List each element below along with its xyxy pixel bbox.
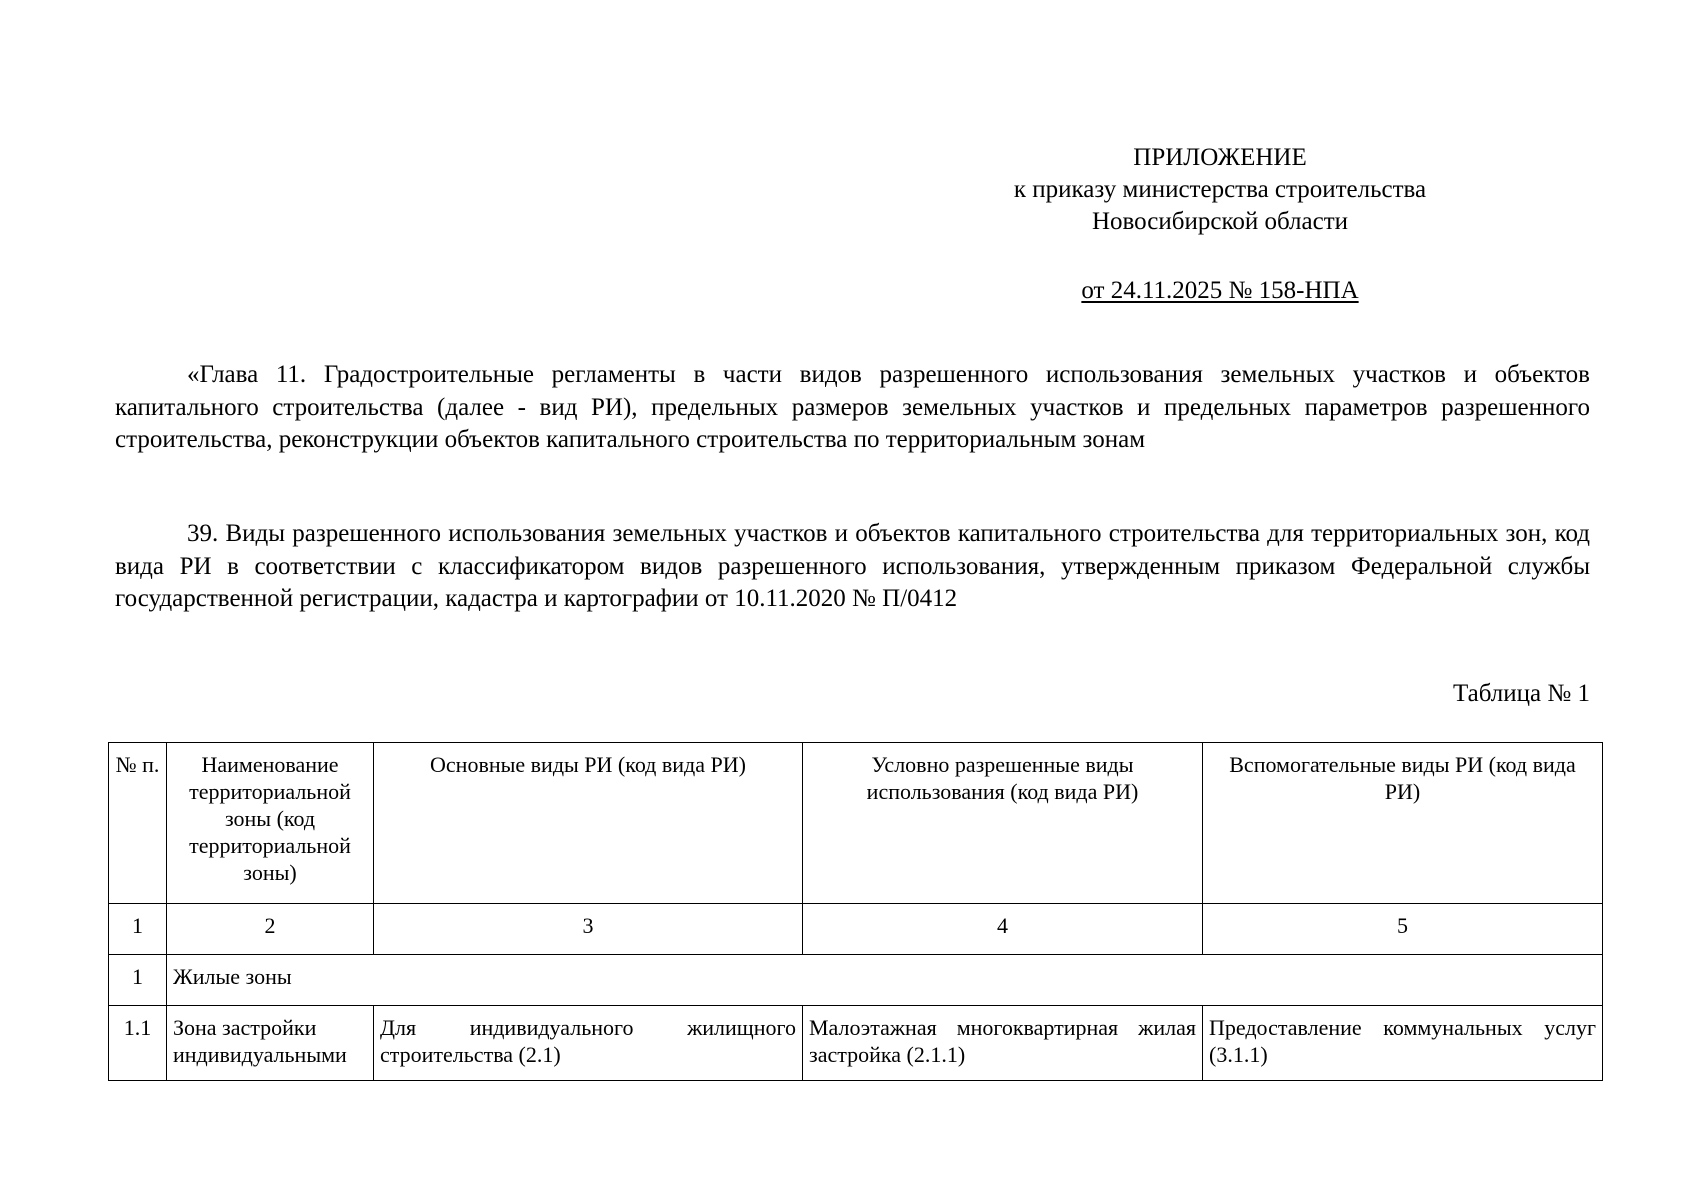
appendix-order-line: к приказу министерства строительства [1013,176,1427,203]
zone-name-cell: Зона застройки индивидуальными [167,1006,374,1081]
appendix-region-line: Новосибирской области [1091,208,1349,235]
appendix-header [960,142,1480,238]
header-conditional-uses: Условно разрешенные виды использования (код вида РИ) [803,743,1203,904]
section-row [109,955,1603,1006]
column-number: 5 [1203,904,1603,955]
section-number: 1 [109,955,167,1006]
row-number: 1.1 [109,1006,167,1081]
appendix-title: ПРИЛОЖЕНИЕ [1133,144,1307,171]
table-row [109,1006,1603,1081]
header-zone-name: Наименование территориальной зоны (код территориальной зоны) [167,743,374,904]
section-title: Жилые зоны [167,955,1603,1006]
header-auxiliary-uses: Вспомогательные виды РИ (код вида РИ) [1203,743,1603,904]
order-date-line [960,275,1480,307]
column-number: 3 [374,904,803,955]
article-39-paragraph: 39. Виды разрешенного использования земельных участков и объектов капитального строительства для территориальных зон, код вида РИ в соответствии с классификатором видов разрешенного использования, утвержденным приказом Федеральной службы государственной регистрации, кадастра и картографии от 10.11.2020 № П/0412 [115,520,1590,612]
header-num: № п. [109,743,167,904]
order-date: от 24.11.2025 № 158-НПА [1081,277,1359,304]
auxiliary-use-cell: Предоставление коммунальных услуг (3.1.1) [1203,1006,1603,1081]
column-number: 4 [803,904,1203,955]
header-main-uses: Основные виды РИ (код вида РИ) [374,743,803,904]
chapter-paragraph: «Глава 11. Градостроительные регламенты в части видов разрешенного использования земельных участков и объектов капитального строительства (далее - вид РИ), предельных размеров земельных участков и предельных параметров разрешенного строительства, реконструкции объектов капитального строительства по территориальным зонам [115,361,1590,453]
main-use-cell: Для индивидуального жилищного строительства (2.1) [374,1006,803,1081]
conditional-use-cell: Малоэтажная многоквартирная жилая застройка (2.1.1) [803,1006,1203,1081]
column-number-row [109,904,1603,955]
zoning-table [108,742,1603,1081]
table-header-row [109,743,1603,904]
column-number: 2 [167,904,374,955]
table-caption: Таблица № 1 [1452,680,1590,707]
column-number: 1 [109,904,167,955]
